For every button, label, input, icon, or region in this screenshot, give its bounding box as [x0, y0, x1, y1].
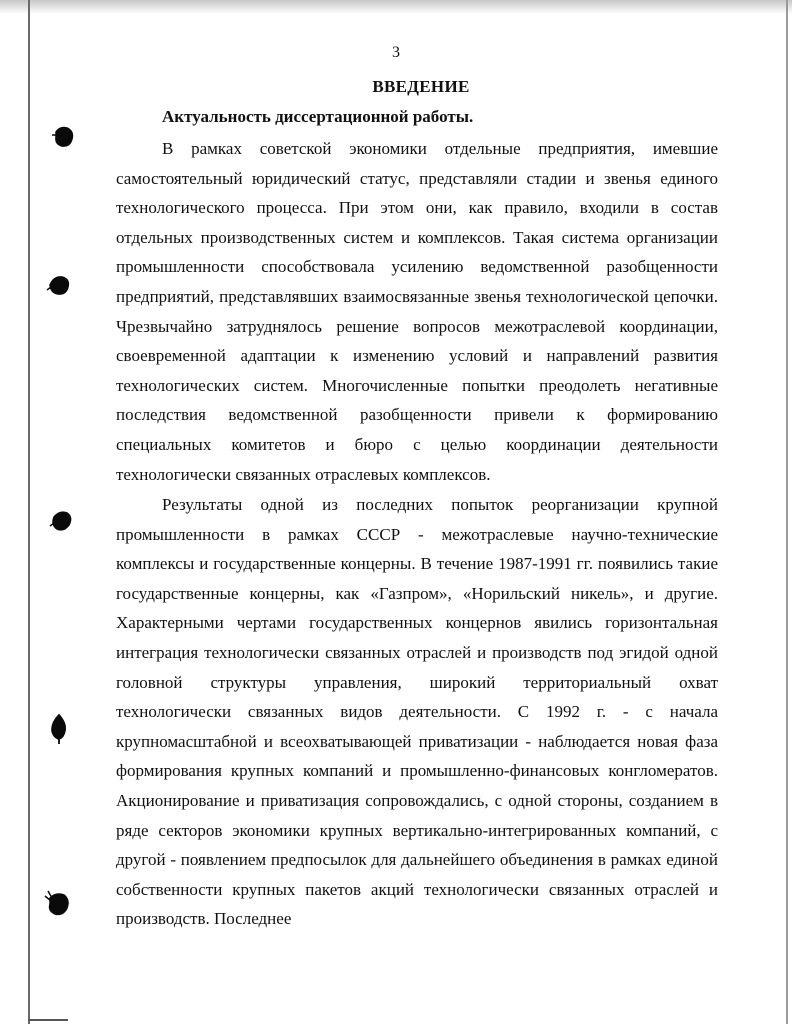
- punch-hole-mark: [42, 888, 74, 922]
- scan-edge-bottom: [28, 1019, 68, 1021]
- page-title: ВВЕДЕНИЕ: [372, 77, 470, 96]
- paragraph: В рамках советской экономики отдельные предприятия, имевшие самостоятельный юридический статус, представляли стадии и звенья единого технологического процесса. При этом они, как правило, входили в состав отдельных производственных систем и комплексов. Такая система организации промышленности способствовала усилению ведомственной разобщенности предприятий, представлявших взаимосвязанные звенья технологической цепочки. Чрезвычайно затруднялось решение вопросов межотраслевой координации, своевременной адаптации к изменению условий и направлений развития технологических систем. Многочисленные попытки преодолеть негативные последствия ведомственной разобщенности привели к формированию специальных комитетов и бюро с целью координации деятельности технологически связанных отраслевых комплексов.: [116, 139, 718, 484]
- body-text-block-2: [116, 490, 718, 934]
- page-number: 3: [392, 44, 400, 61]
- punch-hole-mark: [50, 123, 78, 151]
- scan-edge-right: [786, 0, 788, 1024]
- punch-hole-mark: [46, 273, 74, 299]
- scan-edge-left: [28, 0, 30, 1024]
- scan-edge-top: [0, 0, 792, 14]
- punch-hole-mark: [48, 507, 76, 535]
- punch-hole-mark: [46, 713, 72, 747]
- paragraph: Результаты одной из последних попыток реорганизации крупной промышленности в рамках СССР - межотраслевые научно-технические комплексы и государственные концерны. В течение 1987-1991 гг. появились такие государственные концерны, как «Газпром», «Норильский никель», и другие. Характерными чертами государственных концернов явились горизонтальная интеграция технологически связанных отраслей и производств под эгидой одной головной структуры управления, широкий территориальный охват технологически связанных видов деятельности. С 1992 г. - с начала крупномасштабной и всеохватывающей приватизации - наблюдается новая фаза формирования крупных компаний и промышленно-финансовых конгломератов. Акционирование и приватизация сопровождались, с одной стороны, созданием в ряде секторов экономики крупных вертикально-интегрированных компаний, с другой - появлением предпосылок для дальнейшего объединения в рамках единой собственности крупных пакетов акций технологически связанных отраслей и производств. Последнее: [116, 495, 718, 929]
- section-subheading: Актуальность диссертационной работы.: [162, 107, 474, 126]
- body-text-block-1: [116, 134, 718, 489]
